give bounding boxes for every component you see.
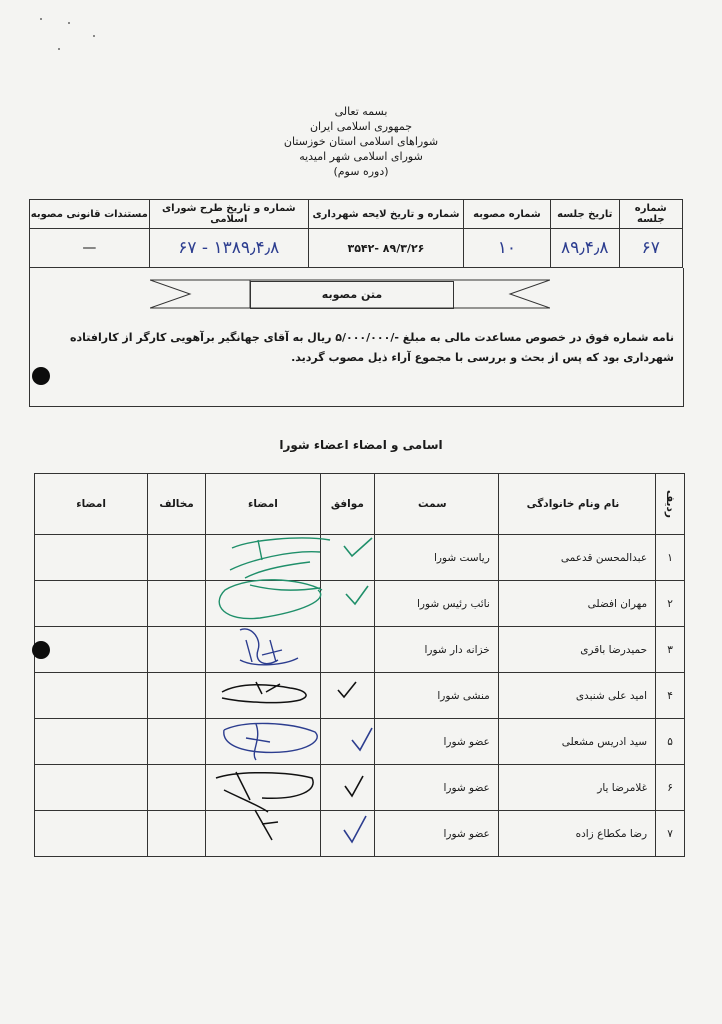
member-name: سید ادریس مشعلی — [498, 719, 655, 765]
against-cell — [148, 811, 206, 857]
signature-cell — [205, 627, 320, 673]
meta-header-legal-basis: مستندات قانونی مصوبه — [30, 200, 150, 229]
meta-value-municipal-bill: ۸۹/۳/۲۶ -۳۵۴۲ — [308, 229, 463, 268]
members-header-signature-2: امضاء — [35, 474, 148, 535]
members-header-agree: موافق — [320, 474, 374, 535]
against-cell — [148, 765, 206, 811]
meta-header-session-date: تاریخ جلسه — [550, 200, 619, 229]
member-role: منشی شورا — [374, 673, 498, 719]
members-header-index — [656, 474, 685, 535]
members-header-name: نام ونام خانوادگی — [498, 474, 655, 535]
against-cell — [148, 627, 206, 673]
meta-header-session-no: شماره جلسه — [619, 200, 682, 229]
resolution-title: متن مصوبه — [250, 281, 454, 309]
table-row — [35, 627, 685, 673]
row-index: ۷ — [656, 811, 685, 857]
member-role: عضو شورا — [374, 765, 498, 811]
signature-cell-2 — [35, 627, 148, 673]
document-header — [0, 104, 722, 179]
province-councils-line: شوراهای اسلامی استان خوزستان — [283, 135, 439, 148]
table-row — [35, 719, 685, 765]
members-section-title: اسامی و امضاء اعضاء شورا — [279, 438, 443, 452]
against-cell — [148, 719, 206, 765]
member-role: عضو شورا — [374, 811, 498, 857]
basmala-line: بسمه تعالی — [334, 105, 388, 118]
row-index: ۵ — [656, 719, 685, 765]
meta-value-council-plan: ۱۳۸۹٫۴٫۸ - ۶۷ — [149, 229, 308, 268]
signature-cell-2 — [35, 811, 148, 857]
members-header-row — [35, 474, 685, 535]
signature-cell — [205, 765, 320, 811]
table-row — [35, 765, 685, 811]
member-role: نائب رئیس شورا — [374, 581, 498, 627]
member-name: مهران افضلی — [498, 581, 655, 627]
meta-value-session-no: ۶۷ — [619, 229, 682, 268]
meta-header-resolution-no: شماره مصوبه — [463, 200, 550, 229]
member-name: رضا مکطاع زاده — [498, 811, 655, 857]
meta-table — [29, 199, 683, 268]
punch-hole-bottom — [32, 641, 50, 659]
member-name: امید علی شنبدی — [498, 673, 655, 719]
signature-cell — [205, 673, 320, 719]
term-line: (دوره سوم) — [333, 165, 389, 178]
signature-cell-2 — [35, 581, 148, 627]
meta-value-session-date: ۸۹٫۴٫۸ — [550, 229, 619, 268]
agree-check — [320, 811, 374, 857]
signature-cell — [205, 535, 320, 581]
member-role: عضو شورا — [374, 719, 498, 765]
agree-check — [320, 673, 374, 719]
member-role: خزانه دار شورا — [374, 627, 498, 673]
meta-value-resolution-no: ۱۰ — [463, 229, 550, 268]
row-index: ۶ — [656, 765, 685, 811]
agree-check — [320, 581, 374, 627]
signature-cell-2 — [35, 673, 148, 719]
against-cell — [148, 673, 206, 719]
table-row — [35, 673, 685, 719]
members-header-signature: امضاء — [205, 474, 320, 535]
agree-check — [320, 535, 374, 581]
against-cell — [148, 535, 206, 581]
resolution-text: نامه شماره فوق در خصوص مساعدت مالی به مبلغ -/۵/۰۰۰/۰۰۰ ریال به آقای جهانگیر برآهویی کارگر از کارافتاده شهرداری بود که پس از بحث و بررسی با مجموع آراء ذیل مصوب گردید. — [70, 331, 674, 364]
signature-cell-2 — [35, 535, 148, 581]
signature-cell — [205, 719, 320, 765]
members-header-against: مخالف — [148, 474, 206, 535]
city-council-line: شورای اسلامی شهر امیدیه — [299, 150, 423, 163]
row-index: ۴ — [656, 673, 685, 719]
row-index: ۱ — [656, 535, 685, 581]
signature-cell-2 — [35, 719, 148, 765]
member-name: حمیدرضا باقری — [498, 627, 655, 673]
signature-cell-2 — [35, 765, 148, 811]
member-role: ریاست شورا — [374, 535, 498, 581]
agree-check — [320, 765, 374, 811]
member-name: غلامرضا یار — [498, 765, 655, 811]
signature-cell — [205, 581, 320, 627]
punch-hole-top — [32, 367, 50, 385]
country-line: جمهوری اسلامی ایران — [309, 120, 413, 133]
meta-value-row — [30, 229, 683, 268]
table-row — [35, 811, 685, 857]
member-name: عبدالمحسن قدعمی — [498, 535, 655, 581]
meta-header-municipal-bill: شماره و تاریخ لایحه شهرداری — [308, 200, 463, 229]
against-cell — [148, 581, 206, 627]
row-index: ۳ — [656, 627, 685, 673]
signature-cell — [205, 811, 320, 857]
members-table — [34, 473, 685, 857]
table-row — [35, 535, 685, 581]
meta-value-legal-basis: — — [30, 229, 150, 268]
agree-check — [320, 627, 374, 673]
members-header-index-label: ردیف — [664, 490, 677, 518]
table-row — [35, 581, 685, 627]
meta-header-council-plan: شماره و تاریخ طرح شورای اسلامی — [149, 200, 308, 229]
agree-check — [320, 719, 374, 765]
row-index: ۲ — [656, 581, 685, 627]
members-header-role: سمت — [374, 474, 498, 535]
meta-header-row — [30, 200, 683, 229]
